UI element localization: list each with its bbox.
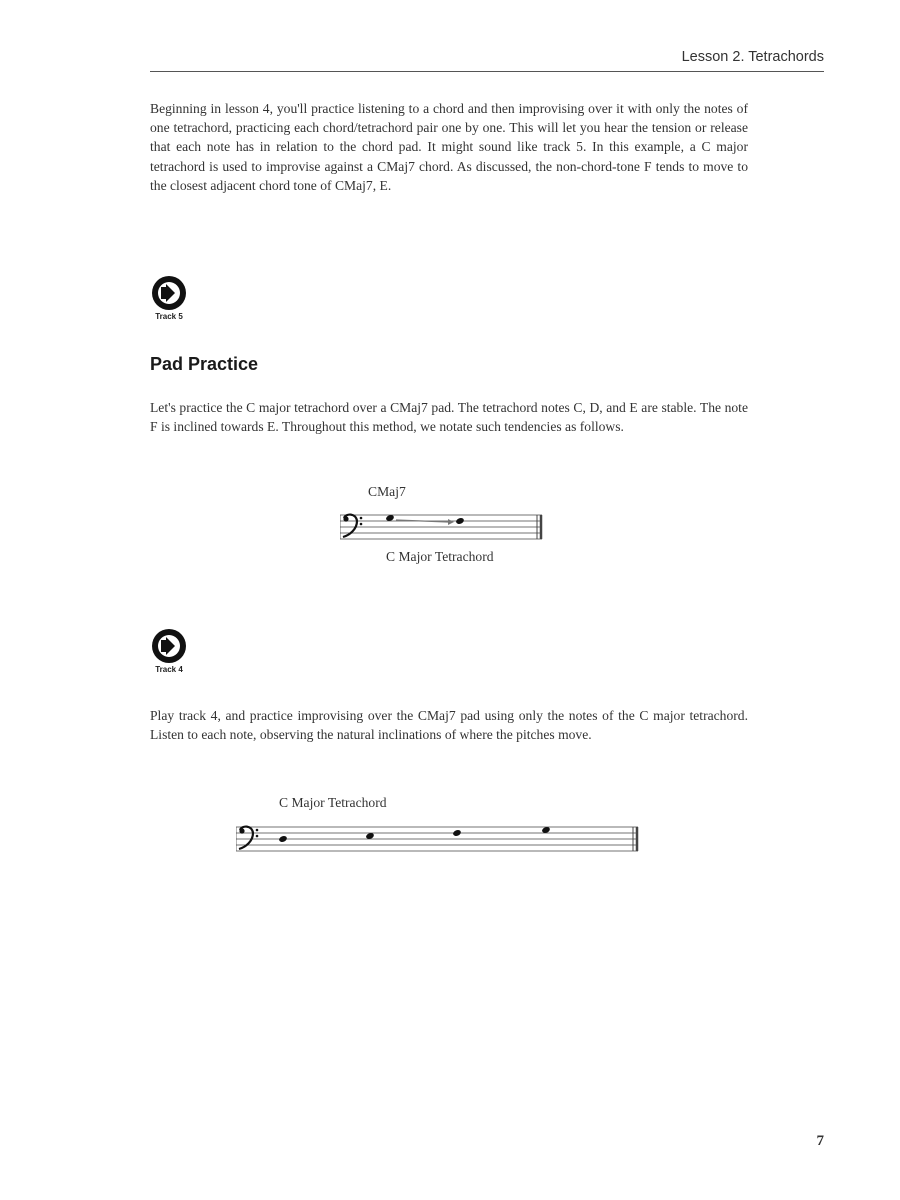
section-heading: Pad Practice	[150, 354, 259, 374]
bass-clef-icon	[343, 515, 362, 537]
scale-staff	[236, 818, 642, 858]
track-label: Track 5	[155, 312, 183, 321]
track-5-marker	[151, 275, 191, 321]
track-label: Track 4	[155, 665, 183, 674]
audio-track-icon	[151, 275, 187, 311]
header-rule	[150, 71, 824, 72]
running-header: Lesson 2. Tetrachords	[681, 49, 824, 65]
tendency-staff	[340, 506, 546, 546]
play-track-paragraph: Play track 4, and practice improvising over the CMaj7 pad using only the notes of the C major tetrachord. Listen to each note, observing the natural inclinations of where the pitches move.	[150, 708, 748, 743]
page-number: 7	[816, 1133, 824, 1149]
pad-practice-paragraph: Let's practice the C major tetrachord over a CMaj7 pad. The tetrachord notes C, D, and E are stable. The note F is inclined towards E. Throughout this method, we notate such tendencies as follows.	[150, 400, 748, 435]
scale-caption: C Major Tetrachord	[386, 549, 494, 564]
chord-symbol: CMaj7	[368, 484, 406, 499]
scale-title: C Major Tetrachord	[279, 795, 387, 810]
intro-paragraph: Beginning in lesson 4, you'll practice listening to a chord and then improvising over it with only the notes of one tetrachord, practicing each chord/tetrachord pair one by one. This will let you hear the tension or release that each note has in relation to the chord pad. It might sound like track 5. In this example, a C major tetrachord is used to improvise against a CMaj7 chord. As discussed, the non-chord-tone F tends to move to the closest adjacent chord tone of CMaj7, E.	[150, 101, 748, 193]
bass-clef-icon	[239, 827, 258, 849]
audio-track-icon	[151, 628, 187, 664]
track-4-marker	[151, 628, 191, 674]
